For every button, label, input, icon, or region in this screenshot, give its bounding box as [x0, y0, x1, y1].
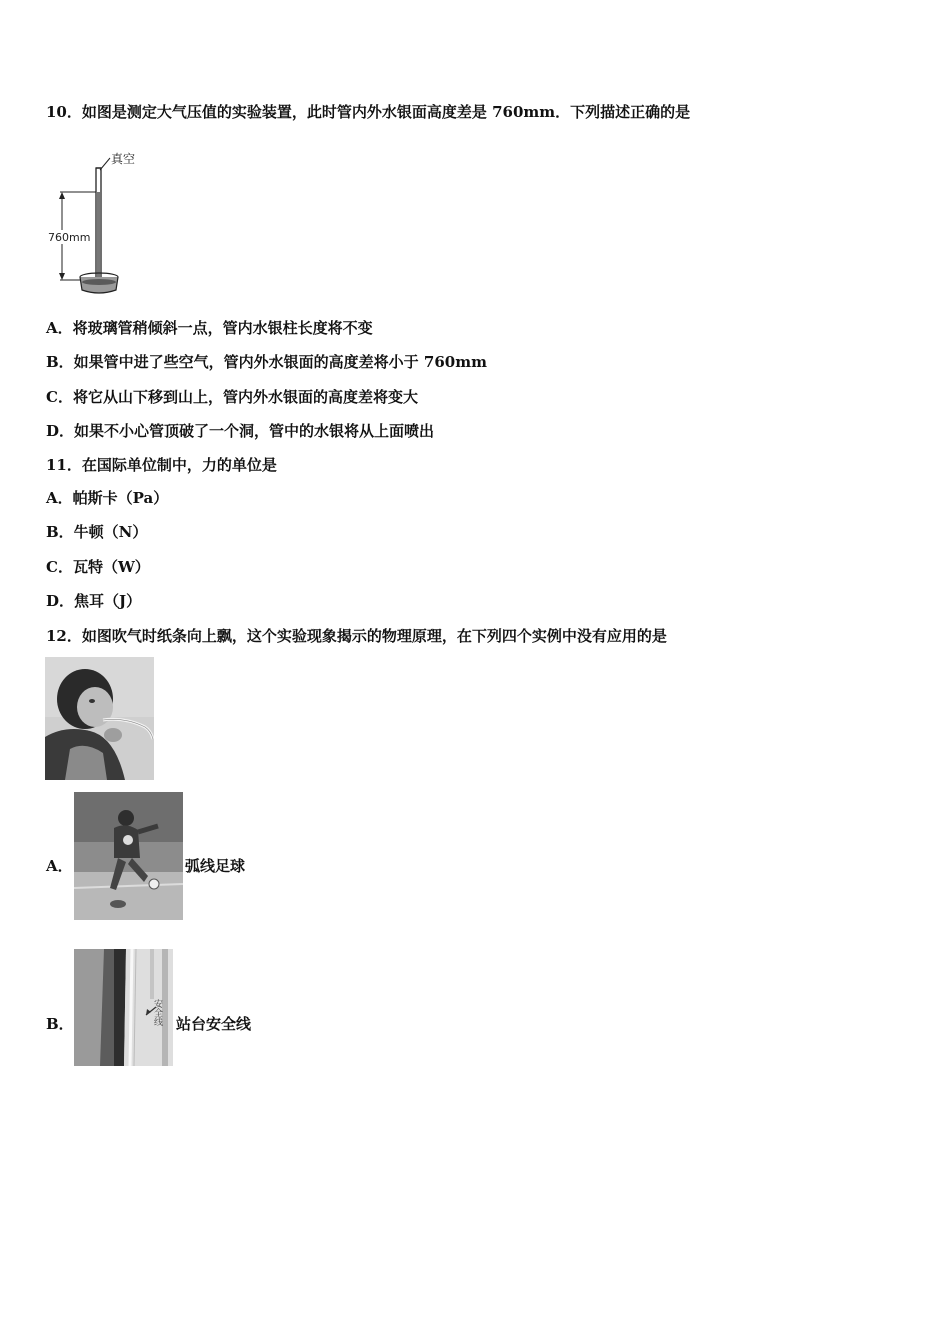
vacuum-leader: [100, 158, 110, 170]
q10-option-a: A．将玻璃管稍倾斜一点，管内水银柱长度将不变: [46, 319, 373, 337]
q12-option-b-letter: B．: [46, 1015, 74, 1033]
q11-option-a: A．帕斯卡（Pa）: [46, 489, 169, 507]
blowing-paper-photo: [45, 657, 154, 780]
q12-option-a-letter: A．: [46, 857, 73, 875]
curve-football-photo: [74, 792, 183, 920]
q12-option-a-caption: 弧线足球: [185, 857, 246, 875]
q12-stem: 12．如图吹气时纸条向上飘，这个实验现象揭示的物理原理，在下列四个实例中没有应用的是: [46, 627, 667, 645]
station-safety-line-photo: [74, 949, 173, 1066]
q10-option-c: C．将它从山下移到山上，管内外水银面的高度差将变大: [46, 388, 418, 406]
q11-option-b: B．牛顿（N）: [46, 523, 148, 541]
q10-stem: 10．如图是测定大气压值的实验装置，此时管内外水银面高度差是 760mm．下列描述正确的是: [46, 103, 691, 121]
vacuum-label: 真空: [111, 152, 136, 166]
q11-option-d: D．焦耳（J）: [46, 592, 142, 610]
q11-stem: 11．在国际单位制中，力的单位是: [46, 456, 277, 474]
q12-option-b-caption: 站台安全线: [176, 1015, 252, 1033]
q11-option-c: C．瓦特（W）: [46, 558, 150, 576]
mercury-column: [97, 192, 100, 286]
height-label: 760mm: [48, 231, 91, 244]
q10-option-b: B．如果管中进了些空气，管内外水银面的高度差将小于 760mm: [46, 353, 487, 371]
mercury-dish: [82, 279, 116, 285]
safety-line: [130, 949, 132, 1066]
barometer-figure: [44, 146, 154, 298]
safety-line-sign: 安全线: [152, 999, 162, 1026]
q10-option-d: D．如果不小心管顶破了一个洞，管中的水银将从上面喷出: [46, 422, 435, 440]
